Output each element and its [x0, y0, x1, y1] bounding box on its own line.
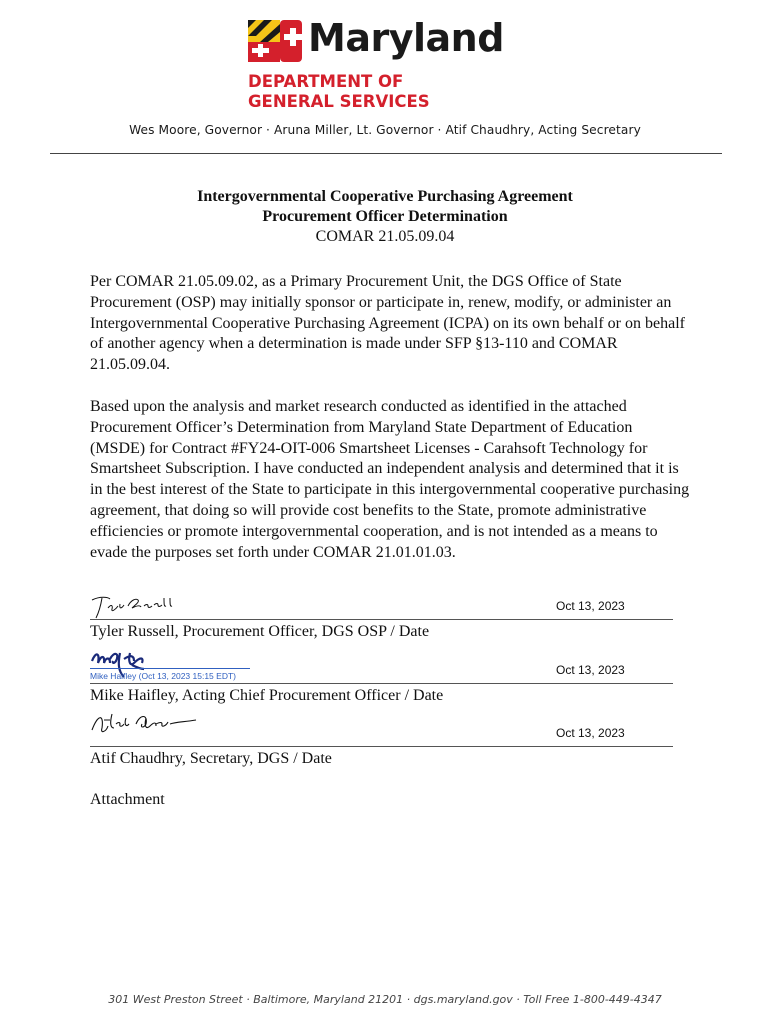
signature-caption: Mike Haifley, Acting Chief Procurement Officer / Date [90, 687, 444, 704]
logo-wordmark: Maryland [308, 16, 504, 60]
signature-caption: Atif Chaudhry, Secretary, DGS / Date [90, 750, 332, 767]
e-signature-stamp[interactable]: Mike Haifley (Oct 13, 2023 15:15 EDT) [90, 671, 236, 681]
handwritten-signature-icon [90, 710, 200, 738]
title-line-3: COMAR 21.05.09.04 [315, 228, 455, 245]
signature-block-atif-chaudhry [90, 708, 673, 768]
maryland-dgs-logo [246, 10, 546, 114]
signature-caption: Tyler Russell, Procurement Officer, DGS OSP / Date [90, 623, 430, 640]
title-line-2: Procurement Officer Determination [262, 208, 508, 225]
signature-block-mike-haifley[interactable] [90, 645, 673, 705]
signature-date: Oct 13, 2023 [556, 663, 625, 677]
logo-dept-line2: GENERAL SERVICES [248, 92, 430, 111]
signature-line [90, 683, 673, 684]
paragraph-authority: Per COMAR 21.05.09.02, as a Primary Procurement Unit, the DGS Office of State Procurement (OSP) may initially sponsor or participate in, renew, modify, or administer an Intergovernmental Cooperative Purchasing Agreement (ICPA) on its own behalf or on behalf of another agency when a determination is made under SFP §13-110 and COMAR 21.05.09.04. [90, 273, 685, 374]
footer-address: 301 West Preston Street · Baltimore, Maryland 21201 · dgs.maryland.gov · Toll Free 1-800-449-4347 [108, 993, 662, 1006]
handwritten-signature-icon [90, 594, 180, 620]
signature-date: Oct 13, 2023 [556, 726, 625, 740]
document-title [0, 187, 770, 247]
header-divider [50, 153, 722, 154]
signature-line [90, 619, 673, 620]
signature-block-tyler-russell [90, 592, 673, 642]
officials-line: Wes Moore, Governor · Aruna Miller, Lt. Governor · Atif Chaudhry, Acting Secretary [129, 123, 641, 137]
e-signature-underline [90, 668, 250, 669]
signature-date: Oct 13, 2023 [556, 599, 625, 613]
attachment-label: Attachment [90, 791, 165, 808]
paragraph-determination: Based upon the analysis and market research conducted as identified in the attached Procurement Officer’s Determination from Maryland State Department of Education (MSDE) for Contract #FY24-OIT-006 Smartsheet Licenses - Carahsoft Technology for Smartsheet Subscription. I have conducted an independent analysis and determined that it is in the best interest of the State to participate in this intergovernmental cooperative purchasing agreement, that doing so will provide cost benefits to the State, promote administrative efficiencies or promote intergovernmental cooperation, and is not intended as a means to evade the purposes set forth under COMAR 21.01.01.03. [90, 398, 690, 561]
title-line-1: Intergovernmental Cooperative Purchasing Agreement [197, 188, 573, 205]
logo-dept-line1: DEPARTMENT OF [248, 72, 404, 91]
signature-line [90, 746, 673, 747]
